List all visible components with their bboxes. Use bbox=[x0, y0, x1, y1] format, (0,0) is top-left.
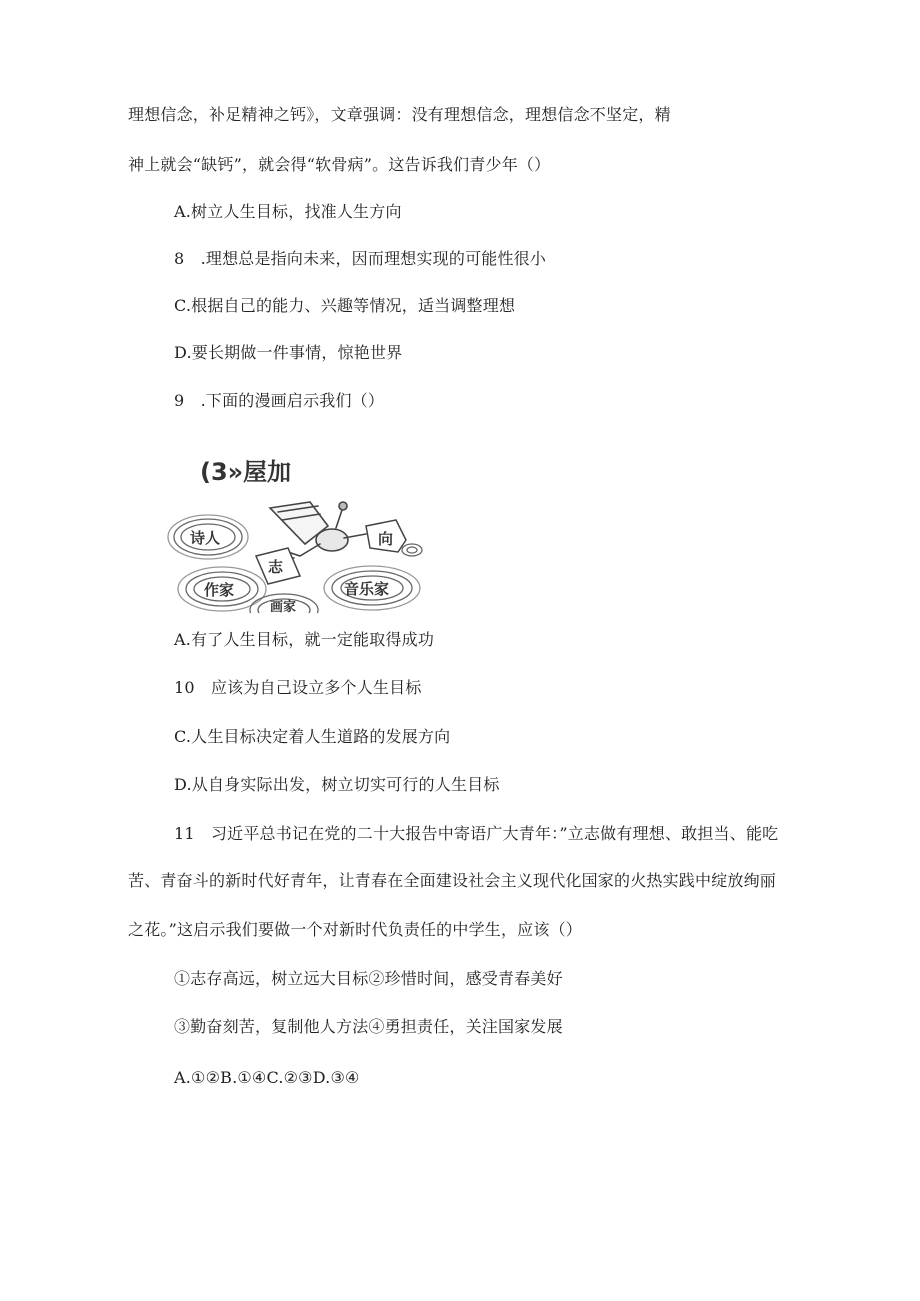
label-poet: 诗人 bbox=[190, 529, 221, 547]
option-b-q9: 10 应该为自己设立多个人生目标 bbox=[174, 678, 422, 697]
option-c-q9: C.人生目标决定着人生道路的发展方向 bbox=[174, 727, 451, 746]
statement-3-4: ③勤奋刻苦，复制他人方法④勇担责任，关注国家发展 bbox=[174, 1017, 563, 1036]
answer-options: A.①②B.①④C.②③D.③④ bbox=[174, 1068, 360, 1087]
question-9: 9 .下面的漫画启示我们（） bbox=[174, 391, 385, 410]
label-xiang: 向 bbox=[378, 530, 394, 548]
question-11-line-2: 苦、青奋斗的新时代好青年，让青春在全面建设社会主义现代化国家的火热实践中绽放绚丽 bbox=[128, 871, 777, 890]
option-a: A.树立人生目标，找准人生方向 bbox=[174, 202, 402, 221]
comic-caption: (3»屋加 bbox=[200, 458, 292, 486]
option-c: C.根据自己的能力、兴趣等情况，适当调整理想 bbox=[174, 296, 516, 315]
label-writer: 作家 bbox=[204, 581, 235, 599]
option-a-q9: A.有了人生目标，就一定能取得成功 bbox=[174, 630, 435, 649]
text-line-1: 理想信念，补足精神之钙》，文章强调：没有理想信念，理想信念不坚定，精 bbox=[128, 105, 671, 124]
option-d: D.要长期做一件事情，惊艳世界 bbox=[174, 343, 403, 362]
comic-image bbox=[160, 448, 426, 613]
question-11-line-3: 之花。”这启示我们要做一个对新时代负责任的中学生，应该（） bbox=[128, 920, 582, 939]
question-11-line-1: 11 习近平总书记在党的二十大报告中寄语广大青年：”立志做有理想、敢担当、能吃 bbox=[174, 824, 779, 843]
label-zhi: 志 bbox=[268, 558, 284, 576]
text-line-2: 神上就会“缺钙”，就会得“软骨病”。这告诉我们青少年（） bbox=[128, 155, 551, 174]
option-d-q9: D.从自身实际出发，树立切实可行的人生目标 bbox=[174, 775, 500, 794]
label-painter: 画家 bbox=[270, 600, 297, 613]
statement-1-2: ①志存高远，树立远大目标②珍惜时间，感受青春美好 bbox=[174, 969, 563, 988]
label-musician: 音乐家 bbox=[344, 580, 390, 598]
option-b: 8 .理想总是指向未来，因而理想实现的可能性很小 bbox=[174, 249, 547, 268]
